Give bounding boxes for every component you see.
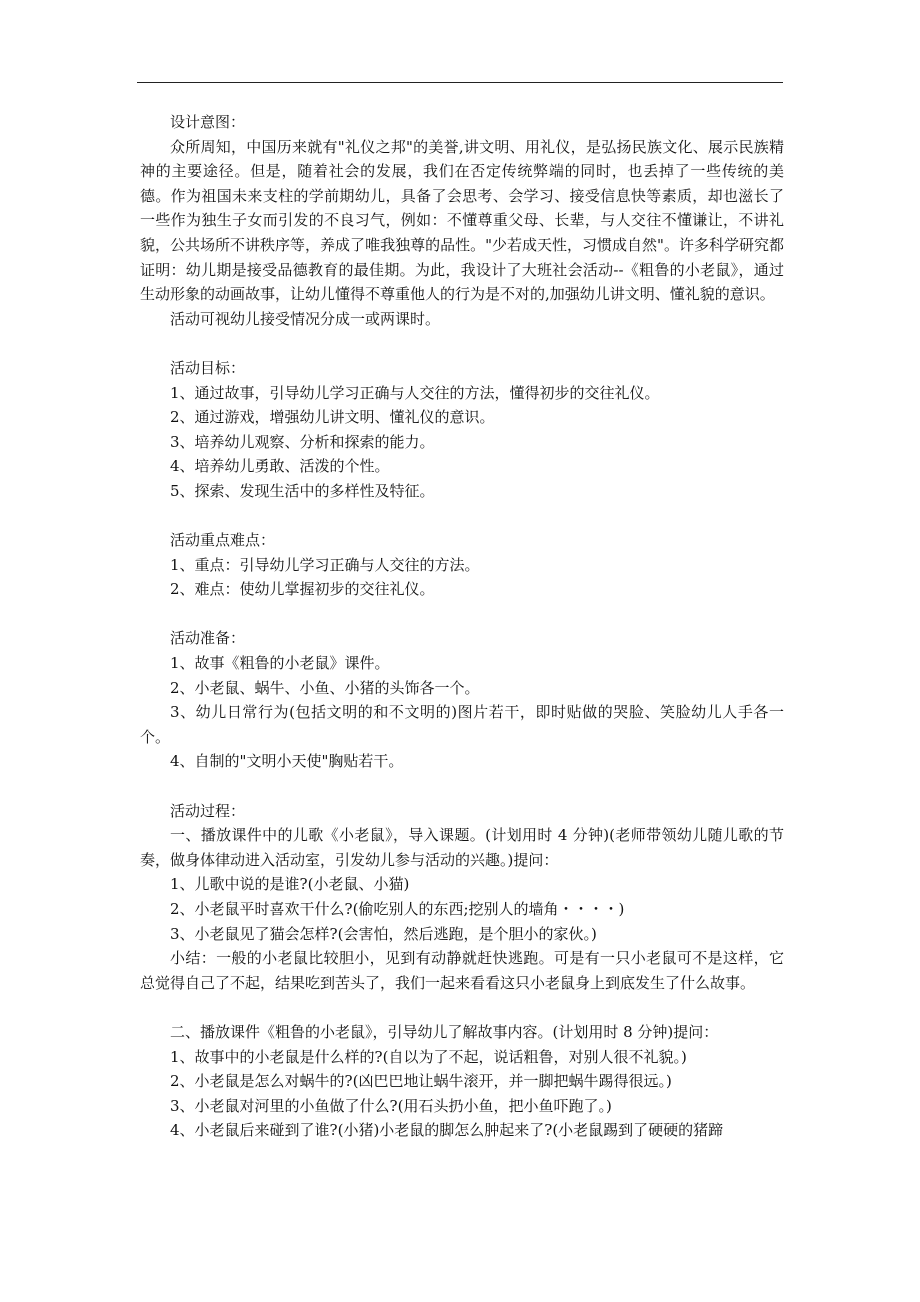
design-intent-paragraph: 众所周知，中国历来就有"礼仪之邦"的美誉,讲文明、用礼仪，是弘扬民族文化、展示民族精神的主要途径。但是，随着社会的发展，我们在否定传统弊端的同时，也丢掉了一些传统的美德。作为祖国未来支柱的学前期幼儿，具备了会思考、会学习、接受信息快等素质，却也滋长了一些作为独生子女而引发的不良习气，例如：不懂尊重父母、长辈，与人交往不懂谦让，不讲礼貌，公共场所不讲秩序等，养成了唯我独尊的品性。"少若成天性，习惯成自然"。许多科学研究都证明：幼儿期是接受品德教育的最佳期。为此，我设计了大班社会活动--《粗鲁的小老鼠》，通过生动形象的动画故事，让幼儿懂得不尊重他人的行为是不对的,加强幼儿讲文明、懂礼貌的意识。	[140, 137, 784, 304]
header-rule	[137, 82, 783, 83]
goal-item: 1、通过故事，引导幼儿学习正确与人交往的方法，懂得初步的交往礼仪。	[170, 383, 660, 402]
step1-question: 2、小老鼠平时喜欢干什么?(偷吃别人的东西;挖别人的墙角・・・・)	[170, 900, 625, 918]
goal-item: 2、通过游戏，增强幼儿讲文明、懂礼仪的意识。	[170, 408, 495, 427]
key-points-heading: 活动重点难点：	[170, 531, 276, 550]
section-gap	[140, 774, 784, 799]
section-gap	[140, 504, 784, 529]
process-heading: 活动过程：	[170, 801, 246, 820]
step2-question: 1、故事中的小老鼠是什么样的?(自以为了不起，说话粗鲁，对别人很不礼貌。)	[170, 1047, 687, 1066]
preparation-item: 3、幼儿日常行为(包括文明的和不文明的)图片若干，即时贴做的哭脸、笑脸幼儿人手各一个。	[140, 703, 784, 746]
step2-question: 3、小老鼠对河里的小鱼做了什么?(用石头扔小鱼，把小鱼吓跑了。)	[170, 1096, 612, 1115]
goal-item: 3、培养幼儿观察、分析和探索的能力。	[170, 432, 435, 451]
step2-intro: 二、播放课件《粗鲁的小老鼠》，引导幼儿了解故事内容。(计划用时 8 分钟)提问：	[170, 1022, 719, 1041]
step1-intro: 一、播放课件中的儿歌《小老鼠》，导入课题。(计划用时 4 分钟)(老师带领幼儿随儿歌的节奏，做身体律动进入活动室，引发幼儿参与活动的兴趣。)提问：	[140, 826, 784, 869]
goal-item: 4、培养幼儿勇敢、活泼的个性。	[170, 457, 390, 476]
step1-question: 1、儿歌中说的是谁?(小老鼠、小猫)	[170, 875, 410, 894]
step1-summary: 小结：一般的小老鼠比较胆小，见到有动静就赶快逃跑。可是有一只小老鼠可不是这样，它总觉得自己了不起，结果吃到苦头了，我们一起来看看这只小老鼠身上到底发生了什么故事。	[140, 949, 784, 992]
design-intent-heading: 设计意图：	[170, 113, 246, 131]
preparation-item: 2、小老鼠、蜗牛、小鱼、小猪的头饰各一个。	[170, 678, 480, 697]
key-point-item: 1、重点：引导幼儿学习正确与人交往的方法。	[170, 555, 480, 574]
goals-heading: 活动目标：	[170, 358, 246, 377]
preparation-heading: 活动准备：	[170, 629, 246, 648]
preparation-item: 1、故事《粗鲁的小老鼠》课件。	[170, 654, 390, 673]
step1-question: 3、小老鼠见了猫会怎样?(会害怕，然后逃跑，是个胆小的家伙。)	[170, 924, 597, 943]
section-gap	[140, 331, 784, 356]
lesson-count-note: 活动可视幼儿接受情况分成一或两课时。	[170, 309, 441, 328]
goal-item: 5、探索、发现生活中的多样性及特征。	[170, 481, 435, 500]
section-gap	[140, 995, 784, 1020]
preparation-item: 4、自制的"文明小天使"胸贴若干。	[170, 752, 404, 771]
step2-question: 4、小老鼠后来碰到了谁?(小猪)小老鼠的脚怎么肿起来了?(小老鼠踢到了硬硬的猪蹄	[170, 1121, 724, 1140]
key-point-item: 2、难点：使幼儿掌握初步的交往礼仪。	[170, 580, 435, 599]
section-gap	[140, 602, 784, 627]
document-body	[140, 110, 784, 1143]
step2-question: 2、小老鼠是怎么对蜗牛的?(凶巴巴地让蜗牛滚开，并一脚把蜗牛踢得很远。)	[170, 1072, 672, 1091]
